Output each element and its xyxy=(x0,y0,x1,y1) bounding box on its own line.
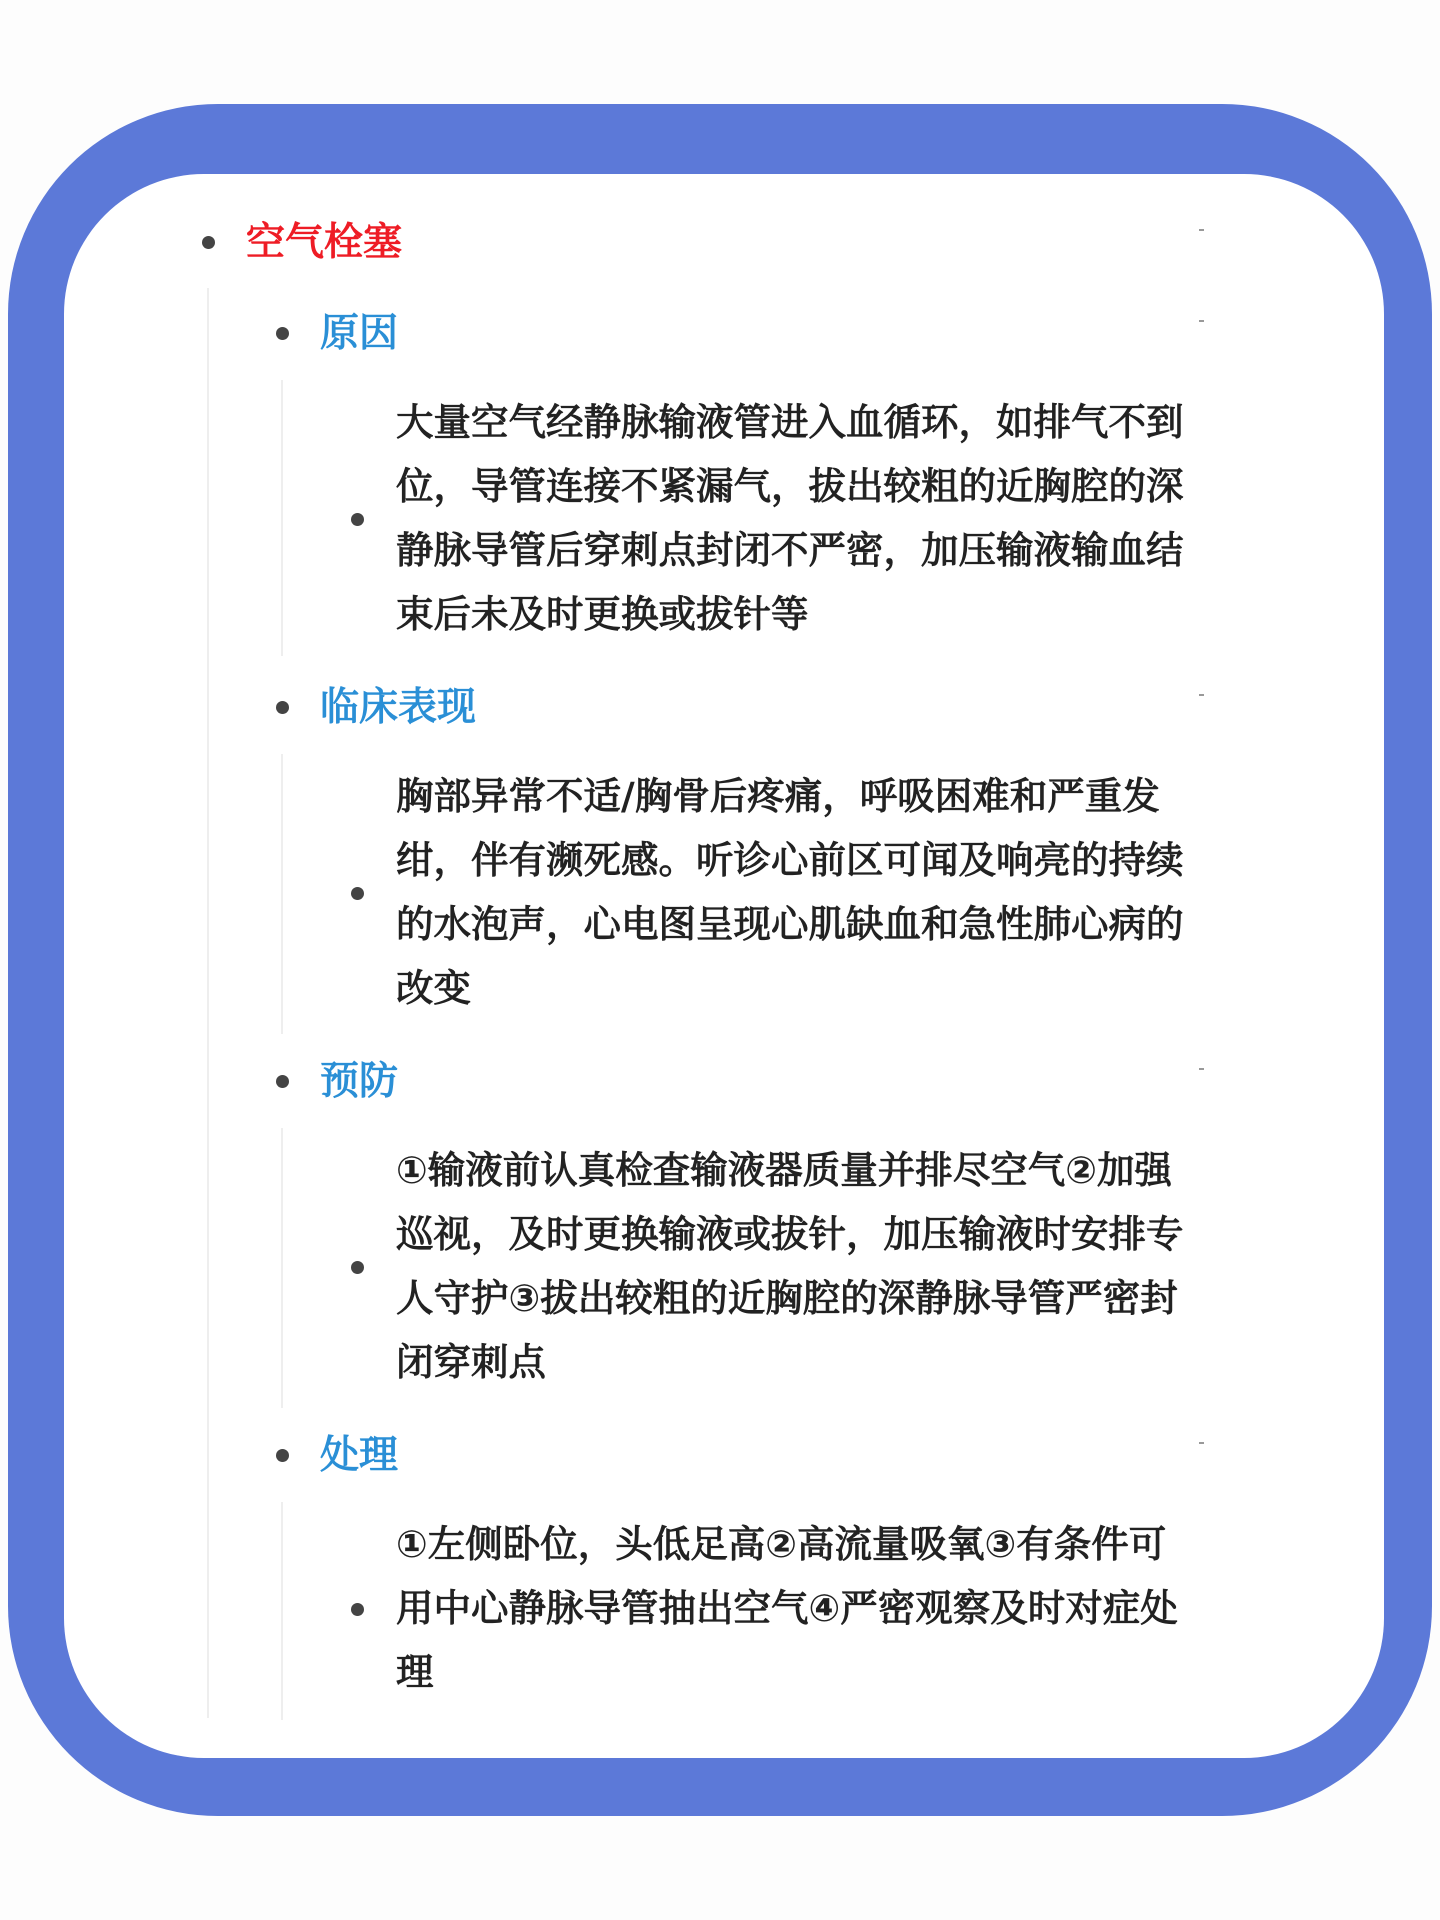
outline xyxy=(64,174,1384,1758)
guide-line-section-2 xyxy=(281,754,283,1034)
section-body: ①输液前认真检查输液器质量并排尽空气②加强巡视，及时更换输液或拔针，加压输液时安排专人守护③拔出较粗的近胸腔的深静脉导管严密封闭穿刺点 xyxy=(396,1148,1184,1384)
bullet-icon xyxy=(202,236,215,249)
section-heading: 原因 xyxy=(320,311,399,356)
section-heading: 临床表现 xyxy=(320,685,477,730)
guide-line-section-1 xyxy=(281,380,283,656)
section-heading: 预防 xyxy=(320,1059,399,1104)
section-body: ①左侧卧位，头低足高②高流量吸氧③有条件可用中心静脉导管抽出空气④严密观察及时对症处理 xyxy=(396,1522,1178,1694)
guide-line-l1 xyxy=(207,288,209,1718)
content-card xyxy=(64,174,1384,1758)
collapse-tick-section-3[interactable] xyxy=(1199,1068,1204,1070)
guide-line-section-3 xyxy=(281,1128,283,1408)
bullet-icon xyxy=(276,327,289,340)
collapse-tick-title[interactable] xyxy=(1199,229,1204,231)
collapse-tick-section-1[interactable] xyxy=(1199,320,1204,322)
bullet-icon xyxy=(276,1449,289,1462)
section-body: 胸部异常不适/胸骨后疼痛，呼吸困难和严重发绀，伴有濒死感。听诊心前区可闻及响亮的持续的水泡声，心电图呈现心肌缺血和急性肺心病的改变 xyxy=(396,774,1184,1010)
section-heading: 处理 xyxy=(320,1433,399,1478)
bullet-icon xyxy=(276,1075,289,1088)
bullet-icon xyxy=(276,701,289,714)
bullet-icon xyxy=(351,1603,364,1616)
bullet-icon xyxy=(351,1261,364,1274)
section-body: 大量空气经静脉输液管进入血循环，如排气不到位，导管连接不紧漏气，拔出较粗的近胸腔的深静脉导管后穿刺点封闭不严密，加压输液输血结束后未及时更换或拔针等 xyxy=(396,400,1184,636)
collapse-tick-section-2[interactable] xyxy=(1199,694,1204,696)
guide-line-section-4 xyxy=(281,1502,283,1720)
page-title: 空气栓塞 xyxy=(246,220,403,265)
bullet-icon xyxy=(351,513,364,526)
bullet-icon xyxy=(351,887,364,900)
collapse-tick-section-4[interactable] xyxy=(1199,1442,1204,1444)
